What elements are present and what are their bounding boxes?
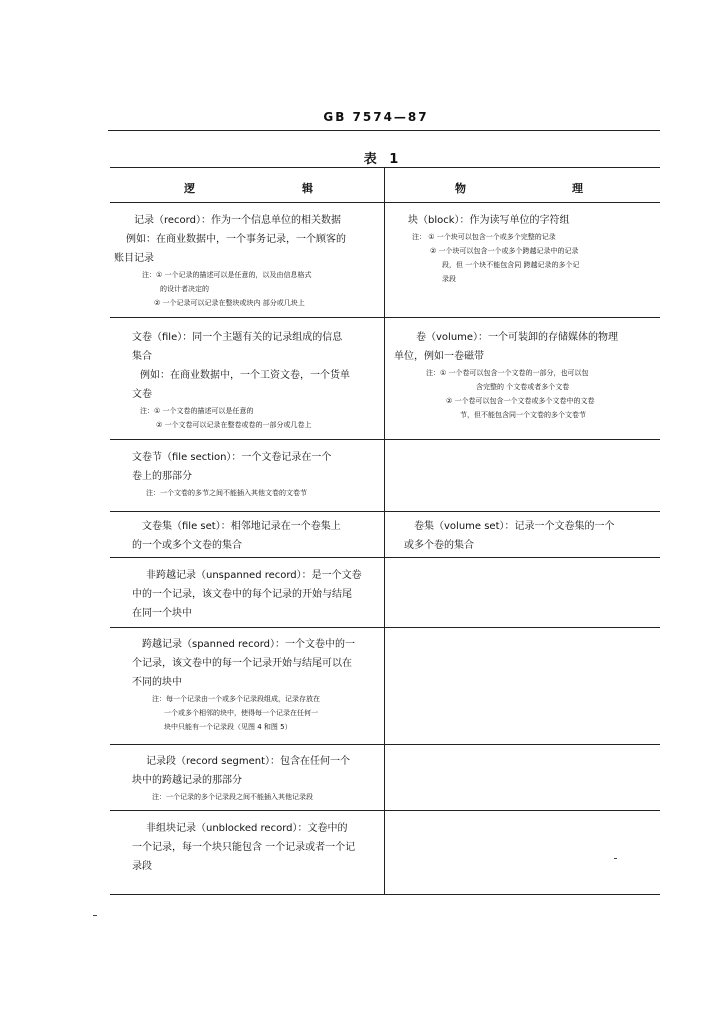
column-divider [384, 167, 385, 895]
header-logical-2: 辑 [302, 182, 313, 195]
header-physical-1: 物 [455, 182, 466, 195]
table-caption: 表 1 [363, 152, 403, 167]
standard-code: GB 7574—87 [323, 110, 429, 124]
definition-spanned-record: 跨越记录（spanned record）：一个文卷中的一 个记录，该文卷中的每一个记录开始与结尾可以在 不同的块中 注：每一个记录由一个或多个记录段组成，记录存放在 一个或多个相邻的块中，使得每一个记录在任何一 块中只能有一个记录段（见图 4 和图 5） [132, 639, 355, 731]
table-top-border [110, 167, 660, 168]
row-divider [110, 557, 660, 558]
definition-record: 记录（record）：作为一个信息单位的相关数据 例如：在商业数据中，一个事务记录，一个顾客的 账目记录 注：① 一个记录的描述可以是任意的，以及由信息格式 的设计者决定的 ② 一个记录可以记录在整块或块内 部分或几块上 [114, 215, 346, 307]
row-divider [110, 810, 660, 811]
definition-file-section: 文卷节（file section）：一个文卷记录在一个 卷上的那部分 注：一个文卷的多节之间不能插入其他文卷的文卷节 [132, 452, 332, 497]
definitions-table [110, 167, 660, 895]
header-rule [108, 130, 660, 131]
definition-volume: 卷（volume）：一个可装卸的存储媒体的物理 单位，例如一卷磁带 注：① 一个卷可以包含一个文卷的一部分，也可以包 含完整的 个文卷或者多个文卷 ② 一个卷可以包含一个文卷或多个文卷中的文卷 节，但不能包含同一个文卷的多个文卷节 [394, 332, 619, 419]
row-divider [110, 439, 660, 440]
definition-file-set: 文卷集（file set）：相邻地记录在一个卷集上 的一个或多个文卷的集合 [132, 521, 341, 551]
definition-record-segment: 记录段（record segment）：包含在任何一个 块中的跨越记录的那部分 注：一个记录的多个记录段之间不能插入其他记录段 [132, 756, 350, 801]
scan-speck [93, 915, 97, 916]
scan-speck [614, 858, 617, 859]
row-divider [110, 317, 660, 318]
definition-block: 块（block）：作为读写单位的字符组 注： ① 一个块可以包含一个或多个完整的记录 ② 一个块可以包含一个或多个跨越记录中的记录 段，但 一个块不能包含同 跨越记录的多个记 录段 [408, 215, 580, 283]
header-physical-2: 理 [572, 182, 583, 195]
definition-unblocked-record: 非组块记录（unblocked record）：文卷中的 一个记录，每一个块只能包含 一个记录或者一个记 录段 [132, 823, 356, 872]
row-divider [110, 744, 660, 745]
table-bottom-border [110, 894, 660, 895]
definition-volume-set: 卷集（volume set）：记录一个文卷集的一个 或多个卷的集合 [404, 521, 615, 551]
row-divider [110, 627, 660, 628]
definition-file: 文卷（file）：同一个主题有关的记录组成的信息 集合 例如：在商业数据中，一个工资文卷，一个货单 文卷 注：① 一个文卷的描述可以是任意的 ② 一个文卷可以记录在整卷或卷的一部分或几卷上 [132, 332, 350, 429]
header-logical-1: 逻 [184, 182, 195, 195]
header-bottom-border [110, 202, 660, 203]
row-divider [110, 511, 660, 512]
definition-unspanned-record: 非跨越记录（unspanned record）：是一个文卷 中的一个记录，该文卷中的每个记录的开始与结尾 在同一个块中 [132, 570, 362, 619]
